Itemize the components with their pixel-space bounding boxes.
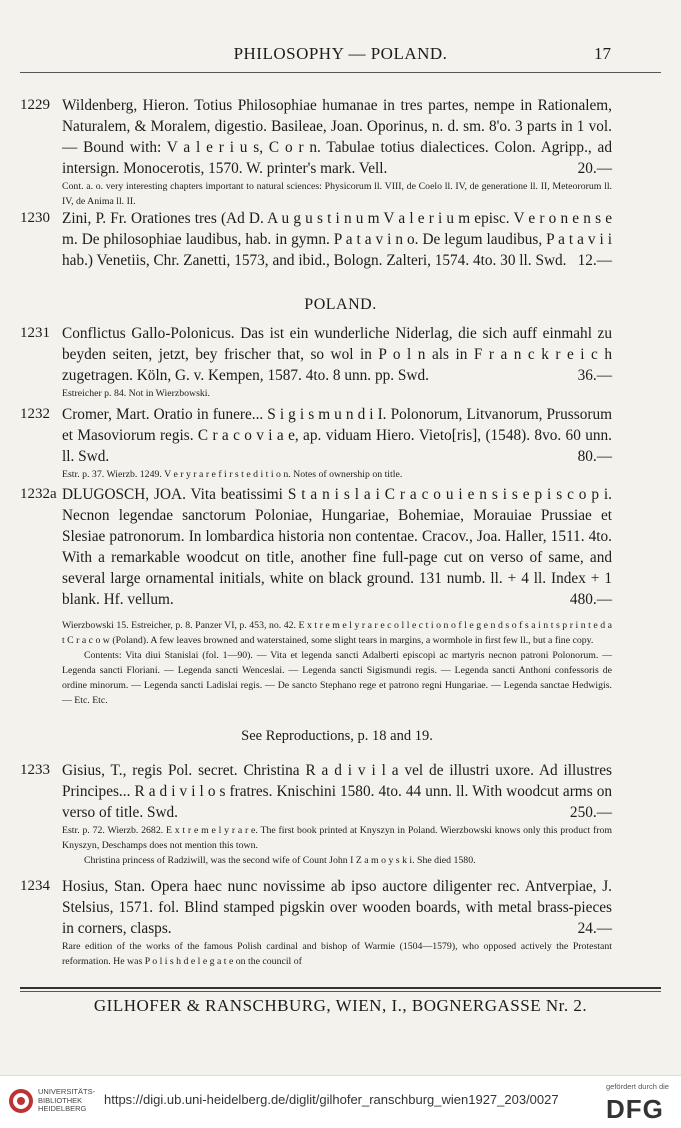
entry-text: DLUGOSCH, JOA. Vita beatissimi S t a n i s l a i C r a c o u i e n s i s e p i s c o p i. Necnon legendae sanctorum Poloniae, Hungariae, Bohemiae, Morauiae Prussiae et Slesiae patronorum. In lombardica historia non contentae. Cracov., Joa. Haller, 1511. 4to. With a remarkable woodcut on title, another fine full-page cut on verso of same, and several large ornamental initials, white on black ground. 131 numb. ll. + 4 ll. Index + 1 blank. Hf. vellum. 480.— — [62, 486, 612, 608]
entry-number: 1232 — [20, 406, 50, 422]
entry-note: Rare edition of the works of the famous Polish cardinal and bishop of Warmie (1504—1579), who opposed actively the Protestant reformation. He was P o l i s h d e l e g a t e on the council of — [62, 941, 612, 967]
entry-note: Christina princess of Radziwill, was the second wife of Count John I Z a m o y s k i. She died 1580. — [84, 855, 476, 866]
library-name: UNIVERSITÄTS- BIBLIOTHEK HEIDELBERG — [38, 1087, 96, 1113]
entry-price: 250.— — [569, 804, 612, 821]
entry-text: Wildenberg, Hieron. Totius Philosophiae humanae in tres partes, nempe in Rationalem, Naturalem, & Moralem, digestio. Basileae, Joan. Oporinus, n. d. sm. 8'o. 3 parts in 1 vol. — Bound with: V a l e r i u s, C o r n. Tabulae totius dialectices. Colon. Agripp., ad intersign. Monocerotis, 1570. W. printer's mark. Vell. 20.— — [62, 97, 612, 177]
publisher-footer: GILHOFER & RANSCHBURG, WIEN, I., BOGNERGASSE Nr. 2. — [93, 996, 588, 1015]
digitization-bar — [0, 1075, 681, 1128]
footer-rule — [20, 987, 661, 989]
entry-text: Gisius, T., regis Pol. secret. Christina R a d i v i l a vel de illustri uxore. Ad illustres Principes... R a d i v i l o s fratres. Knischini 1580. 4to. 44 unn. ll. With woodcut arms on verso of title. Swd. 250.— — [62, 762, 612, 821]
entry-note: Cont. a. o. very interesting chapters important to natural sciences: Physicorum ll. VIII, de Coelo ll. IV, de generatione ll. II, Meteororum ll. IV, de Anima ll. II. — [62, 181, 612, 207]
footer-rule-thin — [20, 991, 661, 992]
page-title: PHILOSOPHY — POLAND. — [233, 44, 448, 63]
catalog-entry-1230 — [20, 208, 612, 271]
page-number: 17 — [594, 44, 611, 63]
entry-number: 1230 — [20, 210, 50, 226]
entry-note: Wierzbowski 15. Estreicher, p. 8. Panzer VI, p. 453, no. 42. E x t r e m e l y r a r e c o l l e c t i o n o f l e g e n d s o f s a i n t s p r i n t e d a t C r a c o w (Poland). A few leaves browned and waterstained, some slight tears in margins, a wormhole in first few ll., but a fine copy. — [62, 620, 612, 646]
catalog-entry-1233 — [20, 760, 612, 868]
header-rule — [20, 72, 661, 73]
entry-note: Contents: Vita diui Stanislai (fol. 1—90). — Vita et legenda sancti Adalberti episcopi ac martyris necnon patroni Polonorum. — Legenda sancti Floriani. — Legenda sancti Wenceslai. — Legenda sancti Sigismundi regis. — Legenda sancti Anthoni confessoris de ordine minorum. — Legenda sancti Ladislai regis. — De sancto Stephano rege et patrono regni Hungariae. — Legenda sanctae Hedwigis. — Etc. Etc. — [62, 650, 612, 706]
entry-text: Cromer, Mart. Oratio in funere... S i g i s m u n d i I. Polonorum, Litvanorum, Prussorum et Masoviorum regis. C r a c o v i a e, ap. viduam Hiero. Vieto[ris], (1548). 8vo. 60 unn. ll. Swd. 80.— — [62, 406, 612, 465]
entry-note: Estr. p. 72. Wierzb. 2682. E x t r e m e l y r a r e. The first book printed at Knyszyn in Poland. Wierzbowski knows only this product from Knyszyn, Deschamps does not mention this town. — [62, 825, 612, 851]
source-url-link[interactable]: https://digi.ub.uni-heidelberg.de/diglit/gilhofer_ranschburg_wien1927_203/0027 — [104, 1092, 559, 1107]
catalog-entry-1232 — [20, 404, 612, 482]
catalog-entry-1229 — [20, 95, 612, 209]
entry-number: 1231 — [20, 325, 50, 341]
entry-price: 20.— — [577, 160, 612, 177]
page-header — [0, 44, 681, 66]
entry-price: 12.— — [577, 252, 612, 269]
entry-price: 36.— — [577, 367, 612, 384]
entry-price: 480.— — [569, 591, 612, 608]
catalog-entry-1232a — [20, 484, 612, 708]
section-heading-poland: POLAND. — [304, 296, 377, 313]
entry-price: 80.— — [577, 448, 612, 465]
entry-number: 1233 — [20, 762, 50, 778]
funding-label: gefördert durch die — [606, 1082, 669, 1091]
entry-note: Estreicher p. 84. Not in Wierzbowski. — [62, 388, 210, 399]
entry-text: Zini, P. Fr. Orationes tres (Ad D. A u g u s t i n u m V a l e r i u m episc. V e r o n e n s e m. De philosophiae laudibus, hab. in gymn. P a t a v i n o. De legum laudibus, P a t a v i i hab.) Venetiis, Chr. Zanetti, 1573, and ibid., Bologn. Zalteri, 1574. 4to. 30 ll. Swd. 12.— — [62, 210, 612, 269]
entry-number: 1234 — [20, 878, 50, 894]
dfg-logo: DFG — [606, 1094, 664, 1124]
entry-text: Conflictus Gallo-Polonicus. Das ist ein wunderliche Niderlag, die sich auff einmahl zu beyden seiten, jetzt, bey frischer that, so wol in P o l n als in F r a n c k r e i c h zugetragen. Köln, G. v. Kempen, 1587. 4to. 8 unn. pp. Swd. 36.— — [62, 325, 612, 384]
catalog-entry-1234 — [20, 876, 612, 969]
university-seal-icon — [8, 1088, 34, 1114]
see-reproductions: See Reproductions, p. 18 and 19. — [241, 728, 433, 744]
catalog-entry-1231 — [20, 323, 612, 401]
entry-number: 1229 — [20, 97, 50, 113]
entry-text: Hosius, Stan. Opera haec nunc novissime ab ipso auctore diligenter rec. Antverpiae, J. Stelsius, 1571. fol. Blind stamped pigskin over wooden boards, with metal brass-pieces in corners, clasps. 24.— — [62, 878, 612, 937]
entry-number: 1232a — [20, 486, 57, 502]
entry-price: 24.— — [577, 920, 612, 937]
entry-note: Estr. p. 37. Wierzb. 1249. V e r y r a r e f i r s t e d i t i o n. Notes of ownership on title. — [62, 469, 403, 480]
